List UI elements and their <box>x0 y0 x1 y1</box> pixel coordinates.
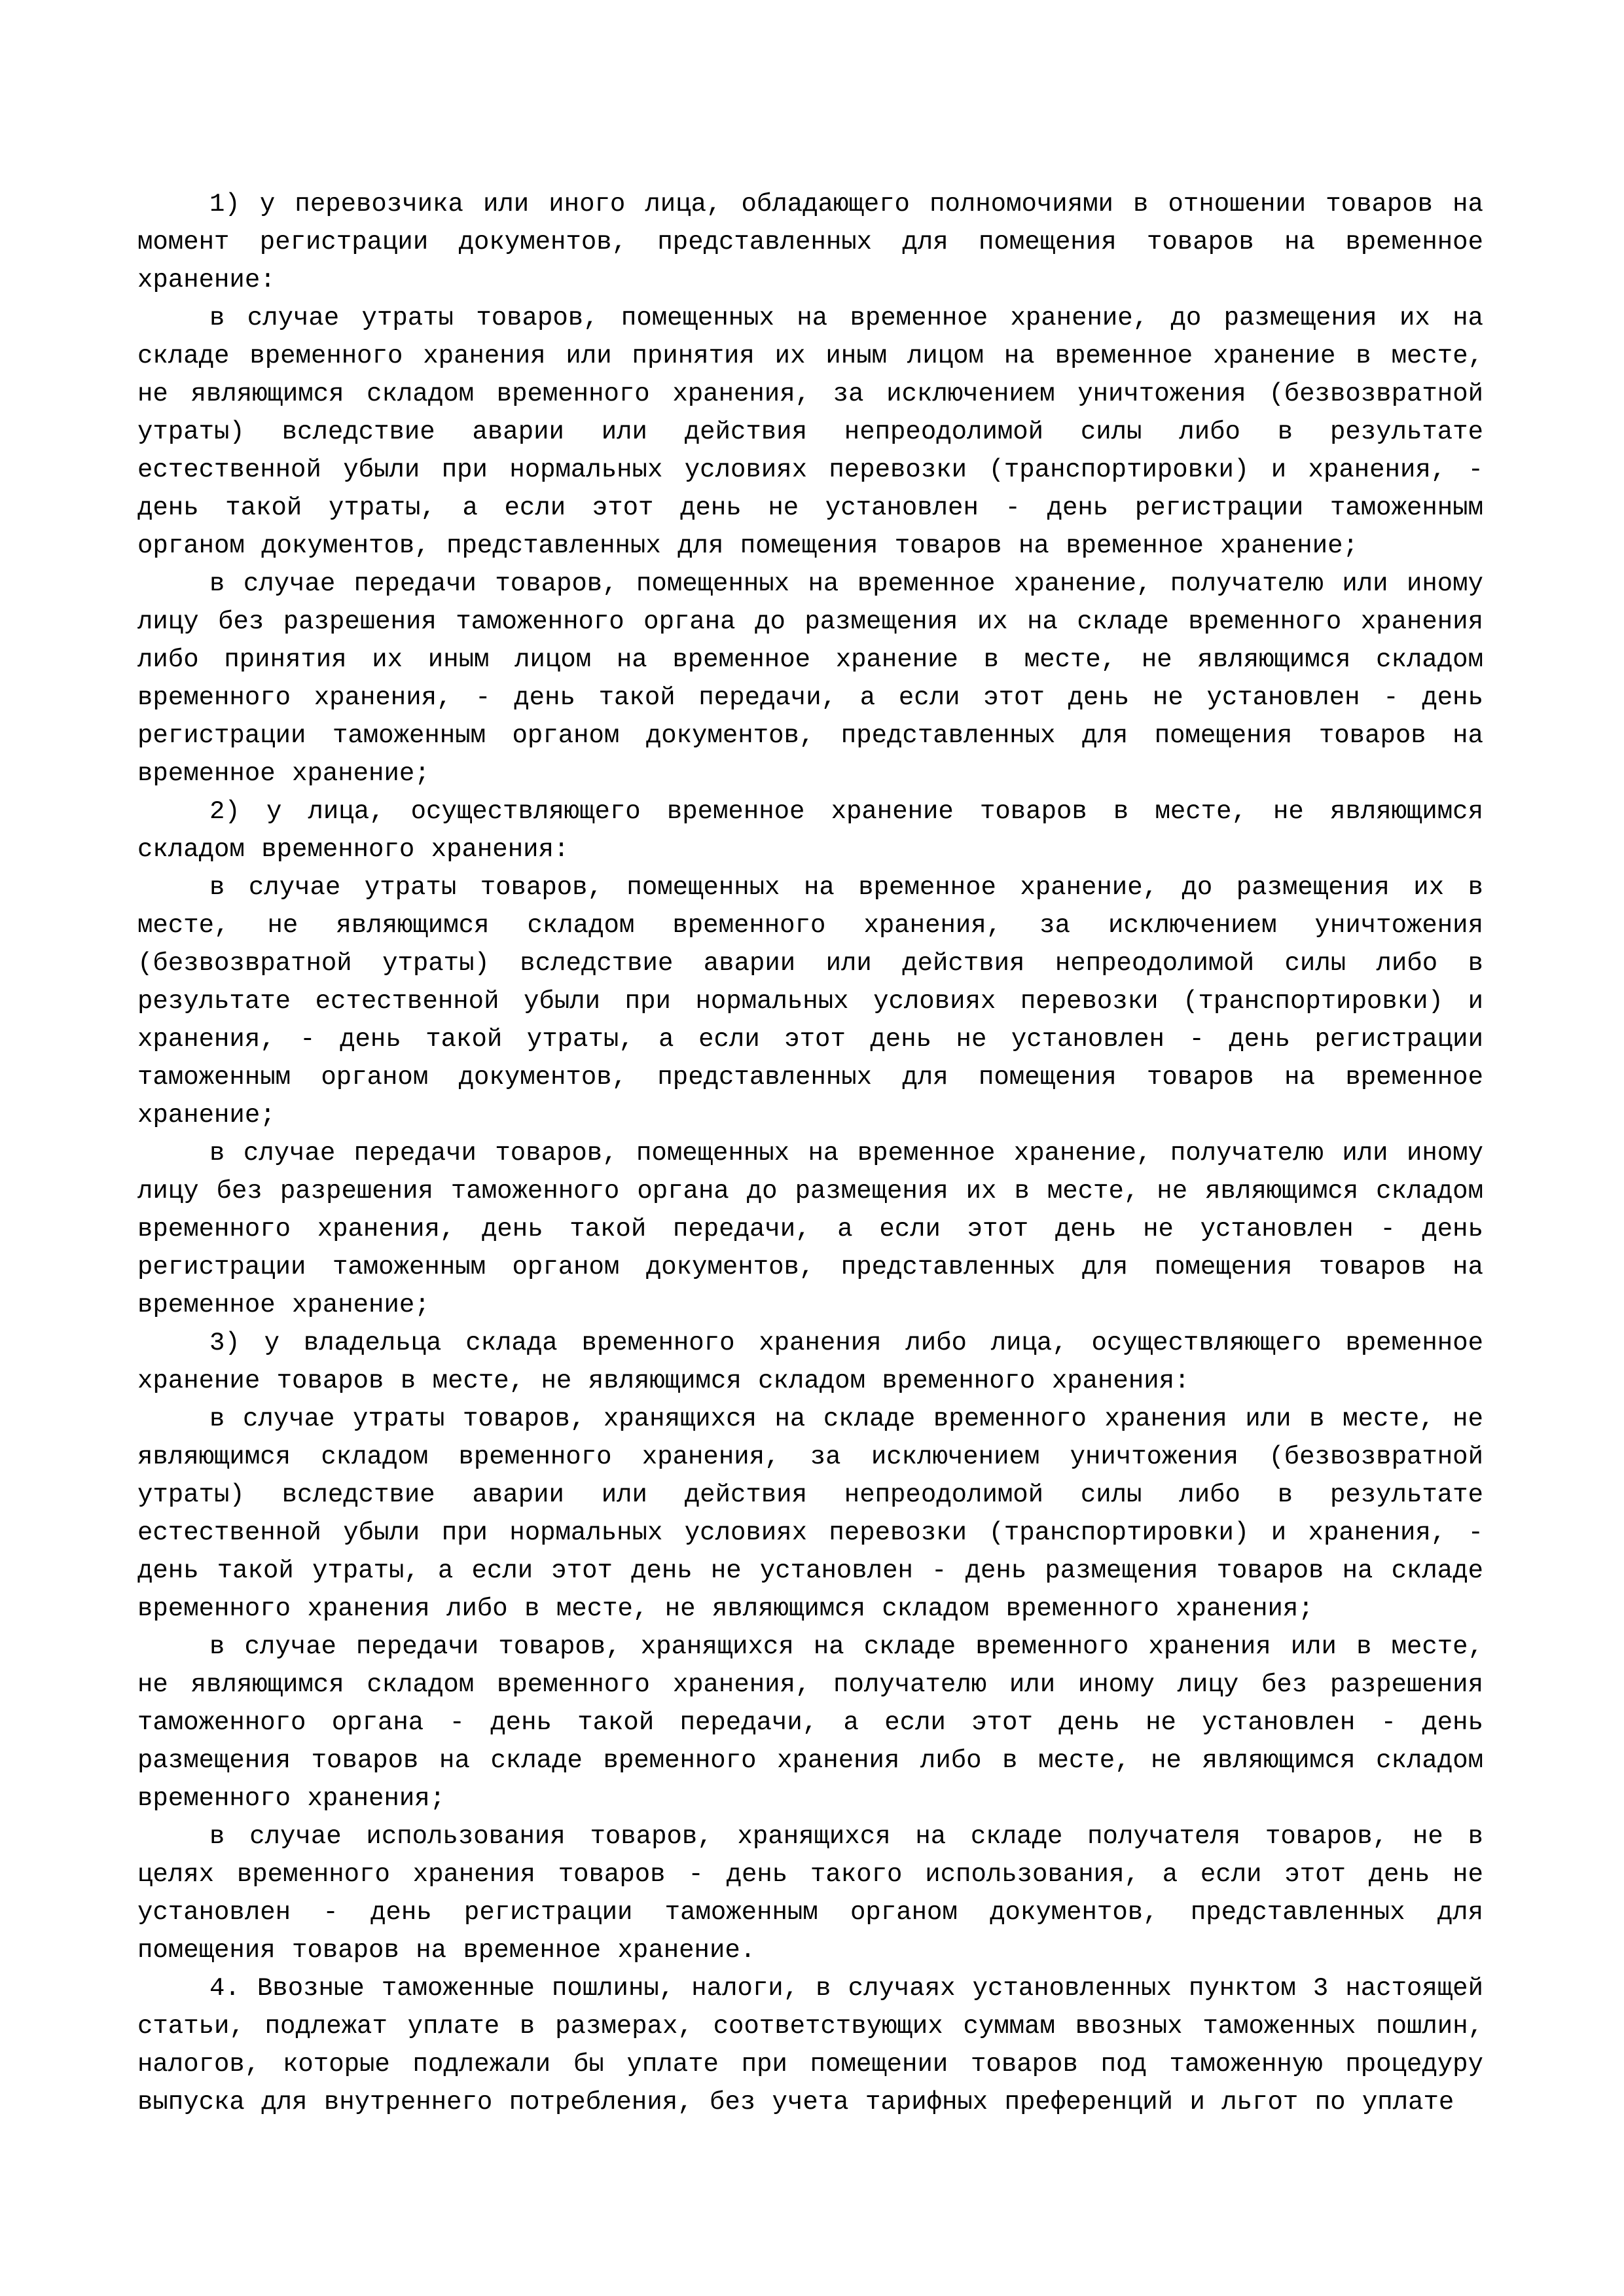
paragraph-case-loss-2: в случае утраты товаров, помещенных на временное хранение, до размещения их в месте, не являющимся складом временного хранения, за исключением уничтожения (безвозвратной утраты) вследствие аварии или действия непреодолимой силы либо в результате естественной убыли при нормальных условиях перевозки (транспортировки) и хранения, - день такой утраты, а если этот день не установлен - день регистрации таможенным органом документов, представленных для помещения товаров на временное хранение; <box>137 873 1483 1130</box>
paragraph-case-loss-1: в случае утраты товаров, помещенных на временное хранение, до размещения их на складе временного хранения или принятия их иным лицом на временное хранение в месте, не являющимся складом временного хранения, за исключением уничтожения (безвозвратной утраты) вследствие аварии или действия непреодолимой силы либо в результате естественной убыли при нормальных условиях перевозки (транспортировки) и хранения, - день такой утраты, а если этот день не установлен - день регистрации таможенным органом документов, представленных для помещения товаров на временное хранение; <box>137 304 1483 560</box>
paragraph-case-transfer-1: в случае передачи товаров, помещенных на временное хранение, получателю или иному лицу без разрешения таможенного органа до размещения их на складе временного хранения либо принятия их иным лицом на временное хранение в месте, не являющимся складом временного хранения, - день такой передачи, а если этот день не установлен - день регистрации таможенным органом документов, представленных для помещения товаров на временное хранение; <box>137 569 1483 788</box>
paragraph-case-loss-3: в случае утраты товаров, хранящихся на складе временного хранения или в месте, не являющимся складом временного хранения, за исключением уничтожения (безвозвратной утраты) вследствие аварии или действия непреодолимой силы либо в результате естественной убыли при нормальных условиях перевозки (транспортировки) и хранения, - день такой утраты, а если этот день не установлен - день размещения товаров на складе временного хранения либо в месте, не являющимся складом временного хранения; <box>137 1405 1483 1623</box>
paragraph-item-3: 3) у владельца склада временного хранения либо лица, осуществляющего временное хранение товаров в месте, не являющимся складом временного хранения: <box>137 1329 1483 1395</box>
document-text-block <box>137 185 1483 2121</box>
paragraph-case-usage: в случае использования товаров, хранящихся на складе получателя товаров, не в целях временного хранения товаров - день такого использования, а если этот день не установлен - день регистрации таможенным органом документов, представленных для помещения товаров на временное хранение. <box>137 1822 1483 1965</box>
paragraph-item-1: 1) у перевозчика или иного лица, обладающего полномочиями в отношении товаров на момент регистрации документов, представленных для помещения товаров на временное хранение: <box>137 190 1483 295</box>
paragraph-case-transfer-2: в случае передачи товаров, помещенных на временное хранение, получателю или иному лицу без разрешения таможенного органа до размещения их в месте, не являющимся складом временного хранения, день такой передачи, а если этот день не установлен - день регистрации таможенным органом документов, представленных для помещения товаров на временное хранение; <box>137 1139 1483 1319</box>
paragraph-case-transfer-3: в случае передачи товаров, хранящихся на складе временного хранения или в месте, не являющимся складом временного хранения, получателю или иному лицу без разрешения таможенного органа - день такой передачи, а если этот день не установлен - день размещения товаров на складе временного хранения либо в месте, не являющимся складом временного хранения; <box>137 1632 1483 1813</box>
paragraph-item-2: 2) у лица, осуществляющего временное хранение товаров в месте, не являющимся складом временного хранения: <box>137 797 1483 864</box>
paragraph-clause-4: 4. Ввозные таможенные пошлины, налоги, в случаях установленных пунктом 3 настоящей статьи, подлежат уплате в размерах, соответствующих суммам ввозных таможенных пошлин, налогов, которые подлежали бы уплате при помещении товаров под таможенную процедуру выпуска для внутреннего потребления, без учета тарифных преференций и льгот по уплате <box>137 1974 1483 2117</box>
